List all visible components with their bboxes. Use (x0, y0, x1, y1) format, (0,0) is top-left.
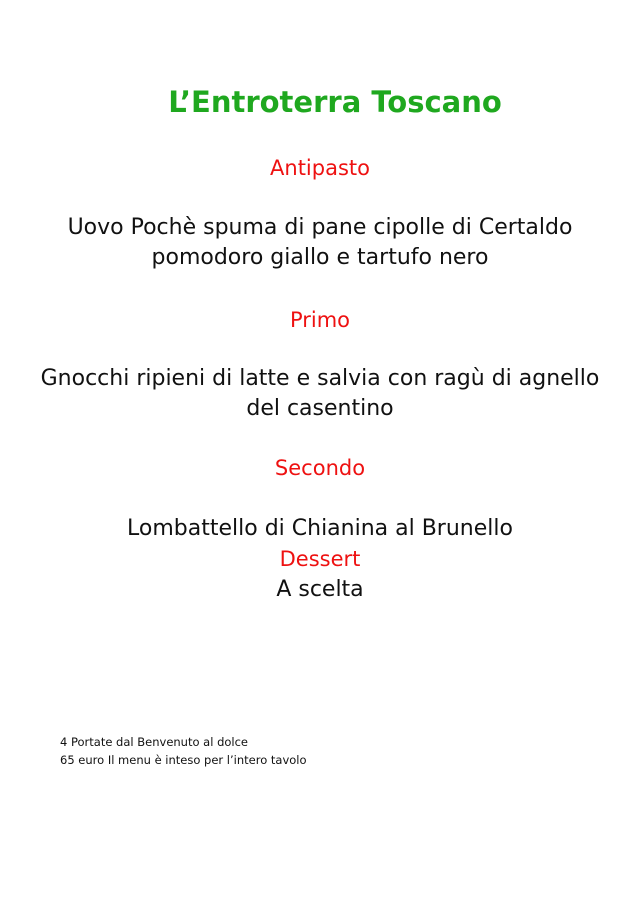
course-heading-dessert: Dessert (279, 547, 361, 571)
course-heading-primo: Primo (289, 308, 351, 332)
footer-price-note: 65 euro Il menu è inteso per l’intero tavolo (60, 753, 307, 767)
course-heading-antipasto: Antipasto (270, 156, 370, 180)
menu-footer (60, 733, 307, 769)
footer-courses-note: 4 Portate dal Benvenuto al dolce (60, 735, 248, 749)
antipasto-dish-line-1: Uovo Pochè spuma di pane cipolle di Certaldo (67, 215, 573, 240)
course-heading-secondo: Secondo (274, 456, 366, 480)
secondo-dish-line-1: Lombattello di Chianina al Brunello (127, 516, 513, 541)
primo-dish-line-2: del casentino (246, 396, 394, 421)
dessert-dish-line-1: A scelta (276, 577, 364, 602)
primo-dish-line-1: Gnocchi ripieni di latte e salvia con ragù di agnello (40, 366, 600, 391)
menu-title: L’Entroterra Toscano (168, 85, 502, 119)
antipasto-dish-line-2: pomodoro giallo e tartufo nero (151, 245, 489, 270)
